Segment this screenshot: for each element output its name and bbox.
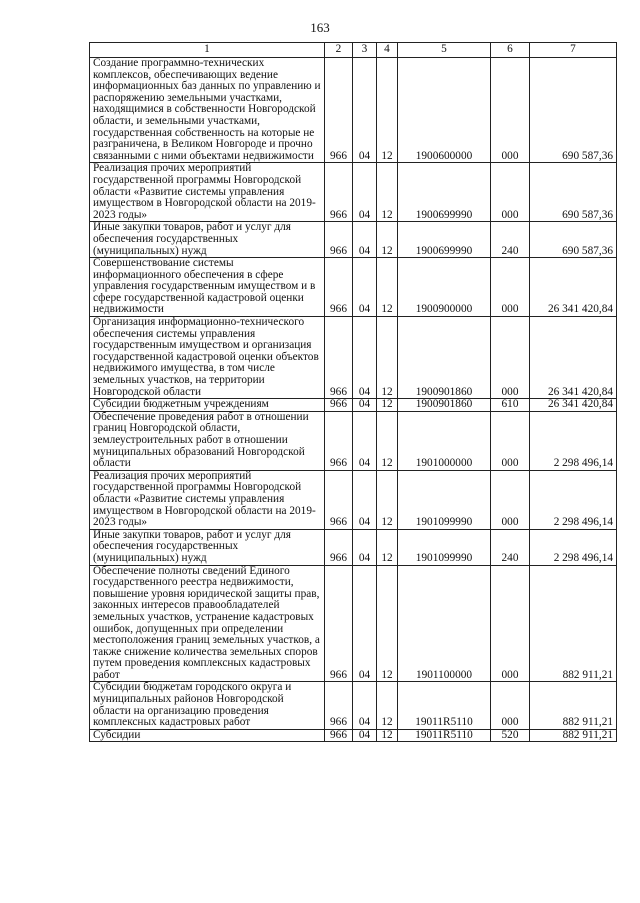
section-code: 04 bbox=[353, 163, 377, 222]
section-code: 04 bbox=[353, 399, 377, 412]
expense-type-code: 610 bbox=[491, 399, 530, 412]
subsection-code: 12 bbox=[377, 470, 398, 529]
subsection-code: 12 bbox=[377, 58, 398, 163]
table-row bbox=[90, 565, 617, 682]
target-article-code: 19011R5110 bbox=[398, 682, 491, 729]
row-description: Субсидии bbox=[90, 729, 325, 742]
target-article-code: 1900900000 bbox=[398, 258, 491, 317]
amount: 690 587,36 bbox=[530, 58, 617, 163]
target-article-code: 1901099990 bbox=[398, 470, 491, 529]
target-article-code: 1900600000 bbox=[398, 58, 491, 163]
amount: 2 298 496,14 bbox=[530, 411, 617, 470]
admin-code: 966 bbox=[325, 399, 353, 412]
section-code: 04 bbox=[353, 470, 377, 529]
section-code: 04 bbox=[353, 258, 377, 317]
table-row bbox=[90, 682, 617, 729]
table-row bbox=[90, 317, 617, 399]
row-description: Организация информационно-технического обеспечения системы управления государственным имуществом и организация государственной кадастровой оценки объектов недвижимого имущества, в том числе земельных участков, на территории Новгородской области bbox=[90, 317, 325, 399]
row-description: Создание программно-технических комплексов, обеспечивающих ведение информационных баз данных по управлению и распоряжению земельными участками, находящимися в собственности Новгородской области, и земельными участками, государственная собственность на которые не разграничена, в Великом Новгороде и прочно связанными с ними объектами недвижимости bbox=[90, 58, 325, 163]
amount: 26 341 420,84 bbox=[530, 399, 617, 412]
column-header: 4 bbox=[377, 43, 398, 58]
column-header: 7 bbox=[530, 43, 617, 58]
table-row bbox=[90, 222, 617, 258]
amount: 882 911,21 bbox=[530, 682, 617, 729]
amount: 690 587,36 bbox=[530, 163, 617, 222]
expense-type-code: 000 bbox=[491, 470, 530, 529]
subsection-code: 12 bbox=[377, 258, 398, 317]
target-article-code: 1900699990 bbox=[398, 222, 491, 258]
target-article-code: 1900699990 bbox=[398, 163, 491, 222]
header-row bbox=[90, 43, 617, 58]
subsection-code: 12 bbox=[377, 163, 398, 222]
target-article-code: 1901099990 bbox=[398, 529, 491, 565]
table-row bbox=[90, 411, 617, 470]
target-article-code: 1900901860 bbox=[398, 399, 491, 412]
budget-table bbox=[89, 42, 617, 742]
page-number: 163 bbox=[310, 20, 330, 35]
section-code: 04 bbox=[353, 565, 377, 682]
row-description: Совершенствование системы информационного обеспечения в сфере управления государственным имуществом и в сфере государственной кадастровой оценки недвижимости bbox=[90, 258, 325, 317]
row-description: Субсидии бюджетным учреждениям bbox=[90, 399, 325, 412]
column-header: 3 bbox=[353, 43, 377, 58]
amount: 26 341 420,84 bbox=[530, 258, 617, 317]
expense-type-code: 240 bbox=[491, 529, 530, 565]
section-code: 04 bbox=[353, 222, 377, 258]
expense-type-code: 240 bbox=[491, 222, 530, 258]
expense-type-code: 000 bbox=[491, 58, 530, 163]
row-description: Иные закупки товаров, работ и услуг для обеспечения государственных (муниципальных) нужд bbox=[90, 529, 325, 565]
table-row bbox=[90, 470, 617, 529]
row-description: Обеспечение проведения работ в отношении границ Новгородской области, землеустроительных работ в отношении муниципальных образований Новгородской области bbox=[90, 411, 325, 470]
column-header: 5 bbox=[398, 43, 491, 58]
row-description: Реализация прочих мероприятий государственной программы Новгородской области «Развитие системы управления имуществом в Новгородской области на 2019-2023 годы» bbox=[90, 470, 325, 529]
amount: 2 298 496,14 bbox=[530, 470, 617, 529]
column-header: 2 bbox=[325, 43, 353, 58]
amount: 882 911,21 bbox=[530, 729, 617, 742]
subsection-code: 12 bbox=[377, 729, 398, 742]
admin-code: 966 bbox=[325, 729, 353, 742]
amount: 2 298 496,14 bbox=[530, 529, 617, 565]
target-article-code: 1901100000 bbox=[398, 565, 491, 682]
row-description: Иные закупки товаров, работ и услуг для обеспечения государственных (муниципальных) нужд bbox=[90, 222, 325, 258]
admin-code: 966 bbox=[325, 565, 353, 682]
row-description: Реализация прочих мероприятий государственной программы Новгородской области «Развитие системы управления имуществом в Новгородской области на 2019-2023 годы» bbox=[90, 163, 325, 222]
target-article-code: 19011R5110 bbox=[398, 729, 491, 742]
section-code: 04 bbox=[353, 729, 377, 742]
section-code: 04 bbox=[353, 529, 377, 565]
admin-code: 966 bbox=[325, 411, 353, 470]
table-row bbox=[90, 163, 617, 222]
table-row bbox=[90, 399, 617, 412]
admin-code: 966 bbox=[325, 258, 353, 317]
expense-type-code: 000 bbox=[491, 411, 530, 470]
expense-type-code: 000 bbox=[491, 682, 530, 729]
table-row bbox=[90, 729, 617, 742]
expense-type-code: 000 bbox=[491, 317, 530, 399]
section-code: 04 bbox=[353, 317, 377, 399]
subsection-code: 12 bbox=[377, 529, 398, 565]
amount: 882 911,21 bbox=[530, 565, 617, 682]
subsection-code: 12 bbox=[377, 222, 398, 258]
amount: 26 341 420,84 bbox=[530, 317, 617, 399]
table-row bbox=[90, 258, 617, 317]
admin-code: 966 bbox=[325, 222, 353, 258]
section-code: 04 bbox=[353, 682, 377, 729]
expense-type-code: 000 bbox=[491, 163, 530, 222]
subsection-code: 12 bbox=[377, 565, 398, 682]
subsection-code: 12 bbox=[377, 682, 398, 729]
target-article-code: 1900901860 bbox=[398, 317, 491, 399]
subsection-code: 12 bbox=[377, 317, 398, 399]
admin-code: 966 bbox=[325, 682, 353, 729]
admin-code: 966 bbox=[325, 163, 353, 222]
column-header: 1 bbox=[90, 43, 325, 58]
admin-code: 966 bbox=[325, 58, 353, 163]
expense-type-code: 000 bbox=[491, 258, 530, 317]
subsection-code: 12 bbox=[377, 411, 398, 470]
subsection-code: 12 bbox=[377, 399, 398, 412]
amount: 690 587,36 bbox=[530, 222, 617, 258]
admin-code: 966 bbox=[325, 317, 353, 399]
expense-type-code: 000 bbox=[491, 565, 530, 682]
table-row bbox=[90, 529, 617, 565]
section-code: 04 bbox=[353, 411, 377, 470]
column-header: 6 bbox=[491, 43, 530, 58]
row-description: Субсидии бюджетам городского округа и муниципальных районов Новгородской области на организацию проведения комплексных кадастровых работ bbox=[90, 682, 325, 729]
section-code: 04 bbox=[353, 58, 377, 163]
expense-type-code: 520 bbox=[491, 729, 530, 742]
row-description: Обеспечение полноты сведений Единого государственного реестра недвижимости, повышение уровня юридической защиты прав, законных интересов правообладателей земельных участков, устранение кадастровых ошибок, допущенных при определении местоположения границ земельных участков, а также снижение количества земельных споров путем проведения комплексных кадастровых работ bbox=[90, 565, 325, 682]
admin-code: 966 bbox=[325, 470, 353, 529]
admin-code: 966 bbox=[325, 529, 353, 565]
table-row bbox=[90, 58, 617, 163]
target-article-code: 1901000000 bbox=[398, 411, 491, 470]
